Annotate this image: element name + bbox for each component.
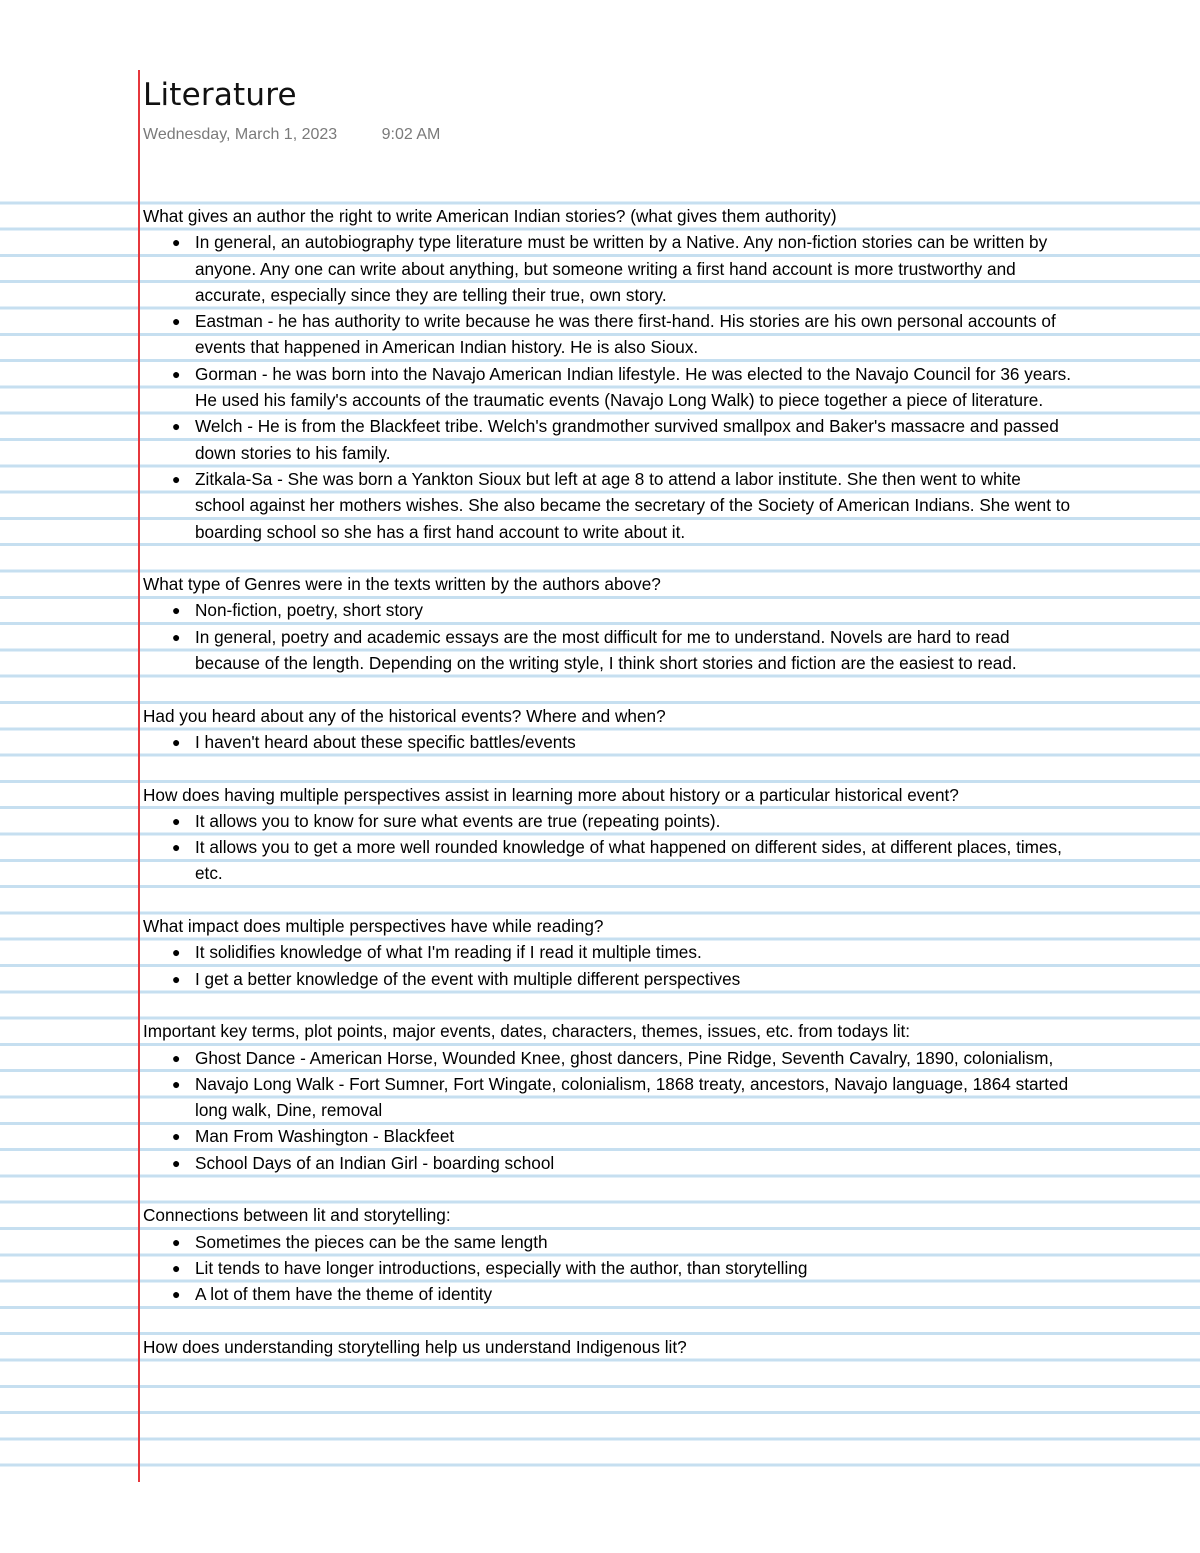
bullet-dot-icon: ●	[172, 839, 181, 856]
bullet-item[interactable]	[143, 966, 1073, 992]
bullet-text: I haven't heard about these specific battles/events	[195, 731, 576, 752]
bullet-item[interactable]	[143, 1071, 1073, 1124]
bullet-text: It solidifies knowledge of what I'm reading if I read it multiple times.	[195, 942, 702, 963]
bullet-dot-icon: ●	[172, 628, 181, 645]
question-text[interactable]: Had you heard about any of the historical events? Where and when?	[143, 705, 666, 726]
bullet-text: School Days of an Indian Girl - boarding school	[195, 1152, 555, 1173]
question-text[interactable]: How does understanding storytelling help us understand Indigenous lit?	[143, 1336, 687, 1357]
bullet-dot-icon: ●	[172, 234, 181, 251]
bullet-dot-icon: ●	[172, 733, 181, 750]
bullet-item[interactable]	[143, 1150, 1073, 1176]
bullet-list	[143, 1045, 1073, 1176]
bullet-item[interactable]	[143, 597, 1073, 623]
bullet-list	[143, 808, 1073, 887]
page-date: Wednesday, March 1, 2023	[143, 126, 338, 143]
bullet-dot-icon: ●	[172, 1049, 181, 1066]
bullet-item[interactable]	[143, 361, 1073, 414]
bullet-dot-icon: ●	[172, 1233, 181, 1250]
question-text[interactable]: Connections between lit and storytelling:	[143, 1205, 451, 1226]
bullet-text: In general, an autobiography type literature must be written by a Native. Any non-fiction stories can be written by anyone. Any one can write about anything, but someone writing a first hand account is more trustworthy and accurate, especially since they are telling their true, own story.	[195, 232, 1048, 305]
bullet-dot-icon: ●	[172, 944, 181, 961]
blank-line	[143, 545, 1073, 571]
bullet-item[interactable]	[143, 624, 1073, 677]
bullet-item[interactable]	[143, 466, 1073, 545]
question-text[interactable]: Important key terms, plot points, major events, dates, characters, themes, issues, etc. from todays lit:	[143, 1021, 911, 1042]
bullet-text: Man From Washington - Blackfeet	[195, 1126, 455, 1147]
note-content[interactable]	[143, 203, 1073, 1360]
bullet-text: Non-fiction, poetry, short story	[195, 600, 423, 621]
bullet-item[interactable]	[143, 808, 1073, 834]
bullet-item[interactable]	[143, 1229, 1073, 1255]
bullet-item[interactable]	[143, 413, 1073, 466]
bullet-dot-icon: ●	[172, 812, 181, 829]
bullet-item[interactable]	[143, 1281, 1073, 1307]
bullet-item[interactable]	[143, 939, 1073, 965]
bullet-text: Ghost Dance - American Horse, Wounded Knee, ghost dancers, Pine Ridge, Seventh Cavalry, 1890, colonialism,	[195, 1047, 1054, 1068]
bullet-dot-icon: ●	[172, 1075, 181, 1092]
bullet-item[interactable]	[143, 229, 1073, 308]
bullet-dot-icon: ●	[172, 1128, 181, 1145]
bullet-text: Gorman - he was born into the Navajo American Indian lifestyle. He was elected to the Navajo Council for 36 years. He used his family's accounts of the traumatic events (Navajo Long Walk) to piece together a piece of literature.	[195, 363, 1072, 411]
bullet-dot-icon: ●	[172, 365, 181, 382]
blank-line	[143, 992, 1073, 1018]
blank-line	[143, 1176, 1073, 1202]
bullet-item[interactable]	[143, 1255, 1073, 1281]
bullet-list	[143, 939, 1073, 992]
bullet-text: I get a better knowledge of the event with multiple different perspectives	[195, 968, 741, 989]
question-text[interactable]: What type of Genres were in the texts written by the authors above?	[143, 574, 661, 595]
bullet-item[interactable]	[143, 729, 1073, 755]
question-text[interactable]: What impact does multiple perspectives have while reading?	[143, 916, 604, 937]
bullet-item[interactable]	[143, 308, 1073, 361]
bullet-text: It allows you to get a more well rounded knowledge of what happened on different sides, at different places, times, etc.	[195, 837, 1062, 884]
blank-line	[143, 676, 1073, 702]
bullet-text: Eastman - he has authority to write because he was there first-hand. His stories are his own personal accounts of events that happened in American Indian history. He is also Sioux.	[195, 311, 1056, 358]
bullet-dot-icon: ●	[172, 1259, 181, 1276]
bullet-dot-icon: ●	[172, 602, 181, 619]
bullet-text: Lit tends to have longer introductions, especially with the author, than storytelling	[195, 1257, 808, 1278]
bullet-item[interactable]	[143, 834, 1073, 887]
page-time: 9:02 AM	[381, 126, 441, 143]
question-text[interactable]: How does having multiple perspectives assist in learning more about history or a particular historical event?	[143, 784, 959, 805]
bullet-item[interactable]	[143, 1045, 1073, 1071]
bullet-list	[143, 729, 1073, 755]
bullet-list	[143, 229, 1073, 545]
bullet-text: Zitkala-Sa - She was born a Yankton Sioux but left at age 8 to attend a labor institute. She then went to white school against her mothers wishes. She also became the secretary of the Society of American Indians. She went to boarding school so she has a first hand account to write about it.	[195, 468, 1071, 542]
bullet-list	[143, 1229, 1073, 1308]
question-text[interactable]: What gives an author the right to write American Indian stories? (what gives them authority)	[143, 206, 837, 226]
blank-line	[143, 887, 1073, 913]
page-metadata	[143, 126, 440, 144]
page-header	[143, 74, 297, 116]
bullet-text: It allows you to know for sure what events are true (repeating points).	[195, 810, 721, 831]
bullet-text: Welch - He is from the Blackfeet tribe. Welch's grandmother survived smallpox and Baker's massacre and passed down stories to his family.	[195, 416, 1059, 463]
bullet-dot-icon: ●	[172, 1286, 181, 1303]
blank-line	[143, 755, 1073, 781]
bullet-text: Navajo Long Walk - Fort Sumner, Fort Wingate, colonialism, 1868 treaty, ancestors, Navajo language, 1864 started long walk, Dine, removal	[195, 1073, 1069, 1121]
page-title[interactable]: Literature	[143, 77, 297, 113]
bullet-item[interactable]	[143, 1123, 1073, 1149]
bullet-list	[143, 597, 1073, 676]
bullet-text: In general, poetry and academic essays are the most difficult for me to understand. Novels are hard to read because of the length. Depending on the writing style, I think short stories and fiction are the easiest to read.	[195, 626, 1017, 674]
bullet-dot-icon: ●	[172, 470, 181, 487]
bullet-dot-icon: ●	[172, 313, 181, 330]
bullet-dot-icon: ●	[172, 970, 181, 987]
margin-line	[138, 70, 140, 1482]
bullet-dot-icon: ●	[172, 418, 181, 435]
bullet-dot-icon: ●	[172, 1154, 181, 1171]
bullet-text: Sometimes the pieces can be the same length	[195, 1231, 548, 1252]
bullet-text: A lot of them have the theme of identity	[195, 1284, 493, 1305]
blank-line	[143, 1307, 1073, 1333]
